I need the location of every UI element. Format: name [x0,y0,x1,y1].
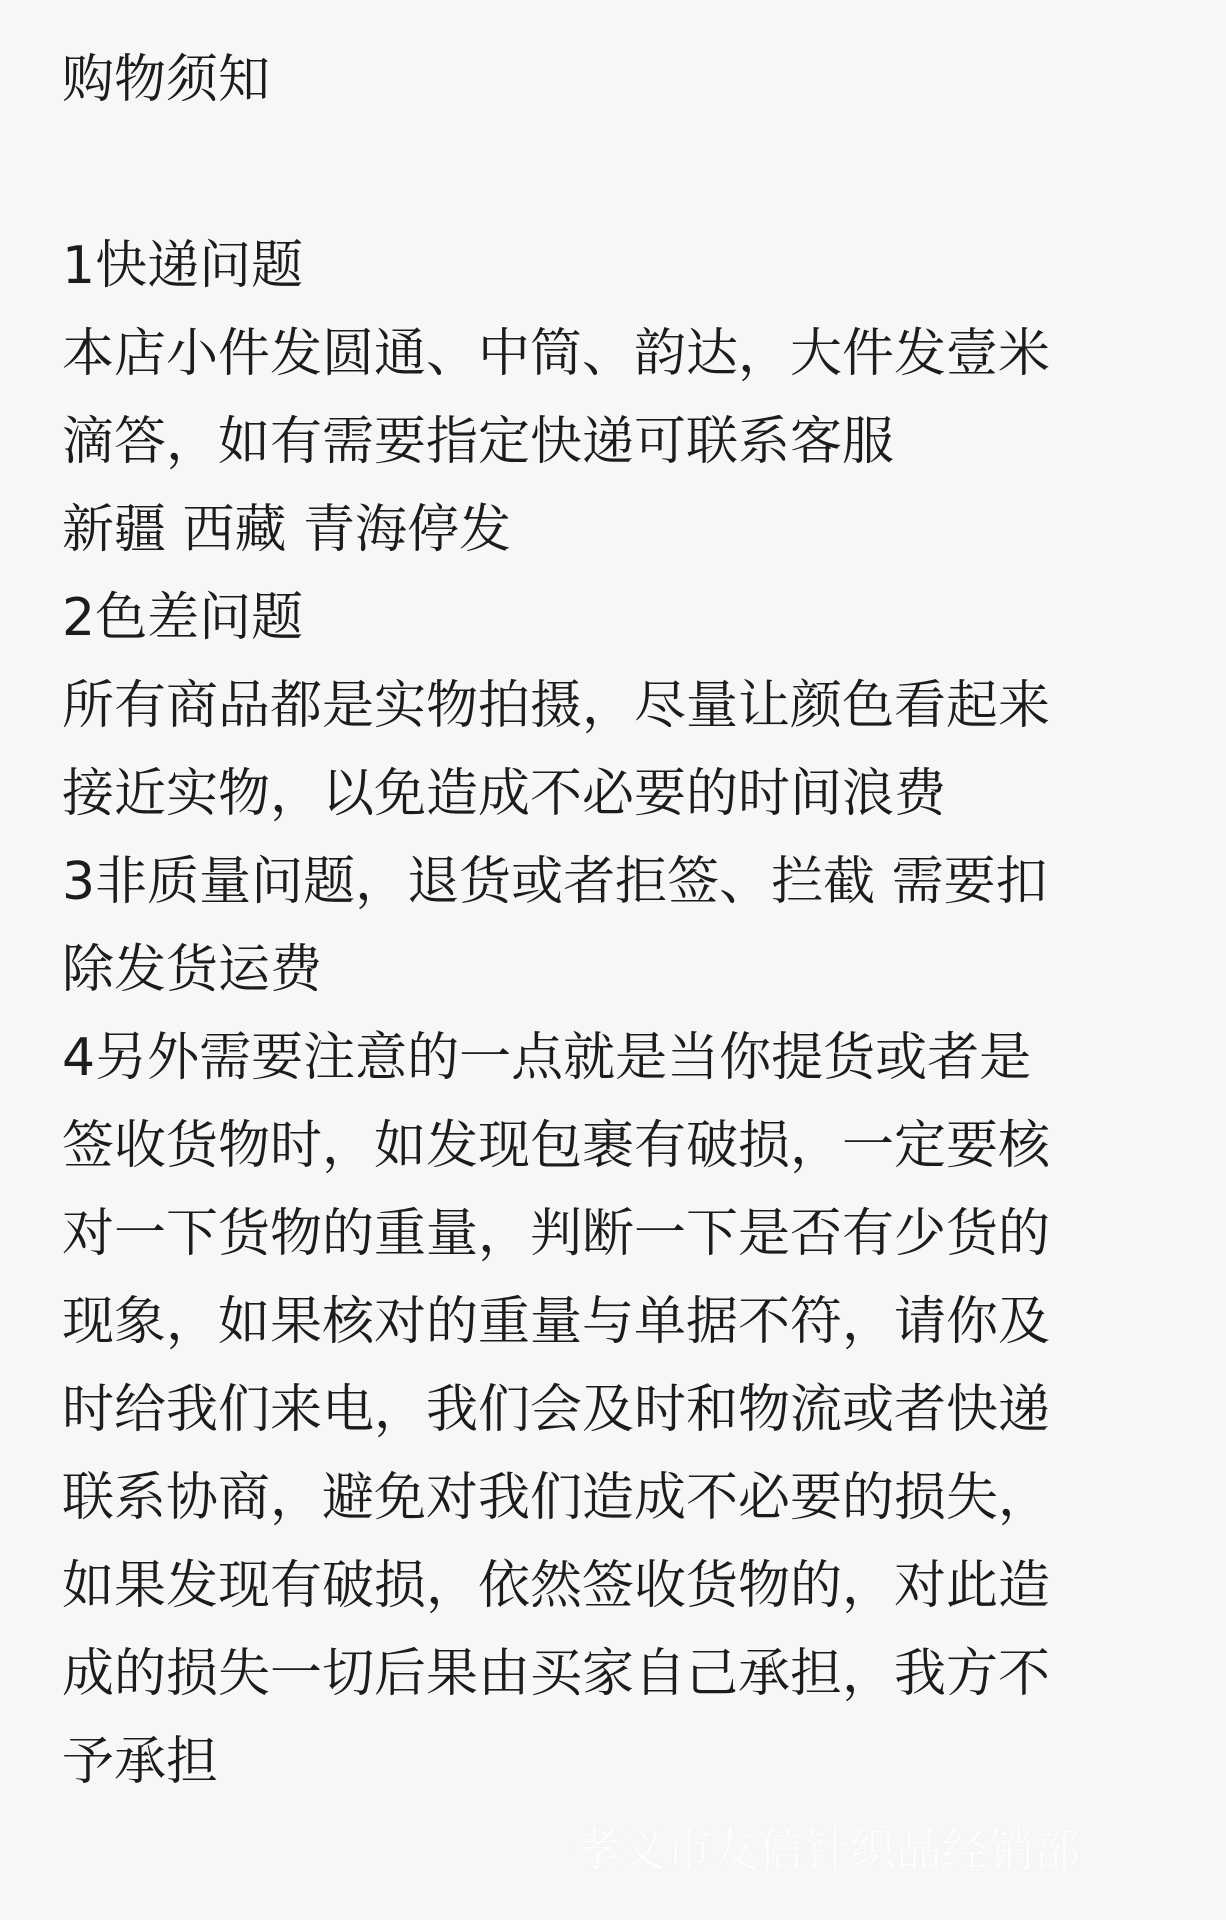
text-line: 所有商品都是实物拍摄，尽量让颜色看起来 [62,676,1051,736]
text-line: 4另外需要注意的一点就是当你提货或者是 [62,1028,1032,1088]
text-line: 如果发现有破损，依然签收货物的，对此造 [62,1556,1051,1616]
text-line: 时给我们来电，我们会及时和物流或者快递 [62,1380,1051,1440]
text-line: 新疆 西藏 青海停发 [62,500,512,560]
text-line: 成的损失一切后果由买家自己承担，我方不 [62,1644,1051,1704]
watermark: 孝义市友信针织品经销部 [574,1823,1080,1877]
text-line: 联系协商，避免对我们造成不必要的损失， [62,1468,1051,1528]
text-line: 现象，如果核对的重量与单据不符，请你及 [62,1292,1051,1352]
page-title: 购物须知 [62,50,271,110]
text-line: 予承担 [62,1732,219,1792]
text-line: 1快递问题 [62,236,304,296]
text-line: 接近实物，以免造成不必要的时间浪费 [62,764,947,824]
text-line: 除发货运费 [62,940,323,1000]
text-line: 3非质量问题，退货或者拒签、拦截 需要扣 [62,852,1048,912]
notice-text-lines [62,222,1172,1806]
text-line: 对一下货物的重量，判断一下是否有少货的 [62,1204,1051,1264]
text-line: 滴答，如有需要指定快递可联系客服 [62,412,895,472]
text-line: 本店小件发圆通、中筒、韵达，大件发壹米 [62,324,1051,384]
text-line: 签收货物时，如发现包裹有破损，一定要核 [62,1116,1051,1176]
text-line: 2色差问题 [62,588,304,648]
